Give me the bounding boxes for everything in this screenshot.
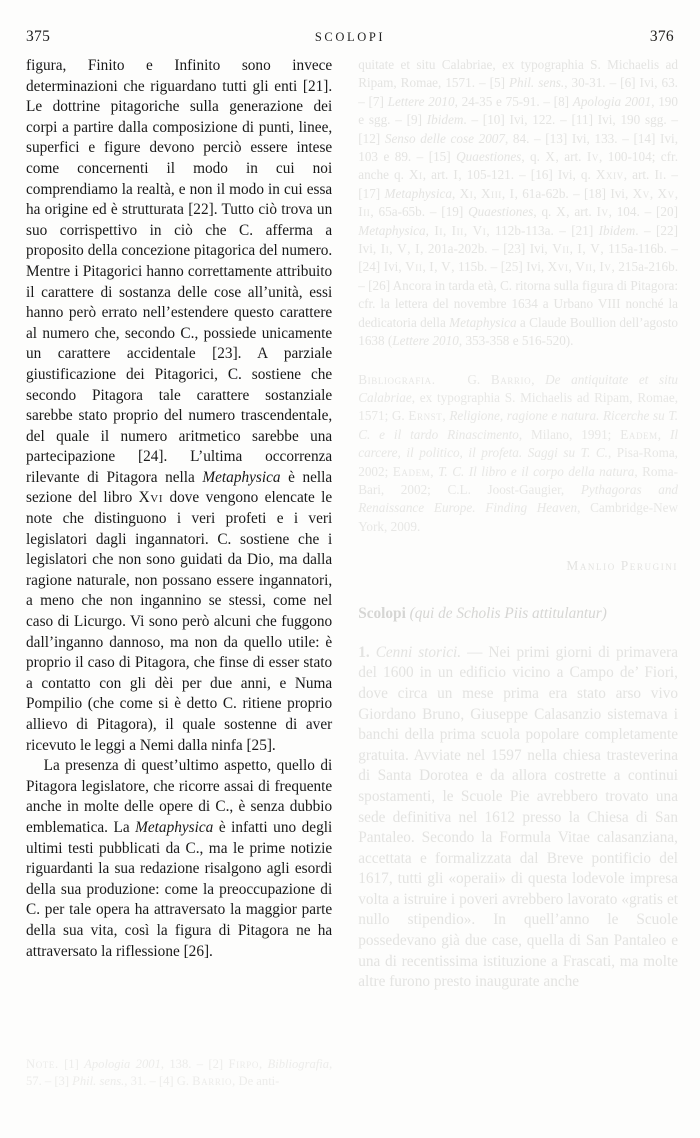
notes-text: [1] Apologia 2001, 138. – [2] Firpo, Bibliografia, 57. – [3] Phil. sens., 31. – [4] G. Barrio, De anti- [26, 1057, 333, 1089]
bibliography-text: G. Barrio, De antiquitate et situ Calabriae, ex typographia S. Michaelis ad Ripam, Romae, 1571; G. Ernst, Religione, ragione e natura. Ricerche su T. C. e il tardo Rinascimento, Milano, 1991; Eadem, Il carcere, il politico, il profeta. Saggi su T. C., Pisa-Roma, 2002; Eadem, T. C. Il libro e il corpo della natura, Roma-Bari, 2002; C.L. Joost-Gaugier, Pythagoras and Renaissance Europe. Finding Heaven, Cambridge-New York, 2009. [358, 371, 679, 534]
notes-label: Note. [26, 1057, 59, 1071]
folio-right: 376 [649, 28, 674, 45]
entry-subtitle: (qui de Scholis Piis attitulantur) [409, 605, 607, 623]
author-byline: Manlio Perugini [566, 558, 678, 574]
paragraph-text: figura, Finito e Infinito sono invece determinazioni che riguardano tutti gli enti [21]. Le dottrine pitagoriche sulla generazione dei corpi a partire dalla composizione di punti, linee, superfici e figure devono perciò essere intese come concernenti il modo in cui noi comprendiamo la realtà, e non il modo in cui essa ha origine ed è strutturata [22]. Tutto ciò trova un suo corrispettivo in ciò che C. afferma a proposito della concezione pitagorica del numero. Mentre i Pitagorici hanno correttamente attribuito il carattere di sostanza delle cose all’unità, essi hanno però errato nell’estendere questo carattere al numero che, secondo C., possiede unicamente un carattere accidentale [23]. A parziale giustificazione dei Pitagorici, C. sostiene che secondo Pitagora tale carattere sostanziale sarebbe stato proprio del numero trascendentale, del quale il numero aritmetico sarebbe una partecipazione [24]. L’ultima occorrenza rilevante di Pitagora nella Metaphysica è nella sezione del libro Xvi dove vengono elencate le note che distinguono i veri profeti e i veri legislatori dagli ingannatori. C. sostiene che i legislatori che non sono guidati da Dio, ma dalla ragione naturale, non possano essere ingannatori, a meno che non ingannino se stessi, come nel caso di Licurgo. Vi sono però alcuni che fuggono dall’inganno dannoso, ma non da quello utile: è proprio il caso di Pitagora, che finse di esser stato a contatto con gli dèi per due anni, e Numa Pompilio (che come si è detto C. ritiene proprio allievo di Pitagora), il quale sostenne di aver ricevuto le leggi a Nemi dalla ninfa [25]. [26, 57, 333, 754]
two-column-body [26, 56, 678, 1120]
bibliography-label: Bibliografia. [358, 371, 436, 387]
notes-continuation-text: quitate et situ Calabriae, ex typographia S. Michaelis ad Ripam, Romae, 1571. – [5] Phil. sens., 30-31. – [6] Ivi, 63. – [7] Lettere 2010, 24-35 e 75-91. – [8] Apologia 2001, 190 e sgg. – [9] Ibidem. – [10] Ivi, 122. – [11] Ivi, 190 sgg. – [12] Senso delle cose 2007, 84. – [13] Ivi, 133. – [14] Ivi, 103 e 89. – [15] Quaestiones, q. X, art. Iv, 100-104; cfr. anche q. Xi, art. I, 105-121. – [16] Ivi, q. Xxiv, art. Ii. – [17] Metaphysica, Xi, Xiii, I, 61a-62b. – [18] Ivi, Xv, Xv, Iii, 65a-65b. – [19] Quaestiones, q. X, art. Iv, 104. – [20] Metaphysica, Ii, Iii, Vi, 112b-113a. – [21] Ibidem. – [22] Ivi, Ii, V, I, 201a-202b. – [23] Ivi, Vii, I, V, 115a-116b. – [24] Ivi, Vii, I, V, 115b. – [25] Ivi, Xvi, Vii, Iv, 215a-216b. – [26] Ancora in tarda età, C. ritorna sulla figura di Pitagora: cfr. la lettera del novembre 1634 a Urbano VIII nonché la dedicatoria della Metaphysica a Claude Boullion dell’agosto 1638 (Lettere 2010, 353-358 e 516-520). [358, 57, 679, 349]
notes-block-right [358, 56, 678, 351]
entry-body [358, 643, 678, 993]
notes-block-left [26, 1056, 332, 1090]
entry-heading [358, 604, 678, 625]
column-left [26, 56, 332, 1120]
bibliography-block [358, 371, 678, 537]
column-right [358, 56, 678, 1120]
entry-lemma: Scolopi [358, 605, 406, 623]
paragraph [26, 756, 332, 962]
section-number: 1. [358, 643, 370, 661]
page-title: SCOLOPI [314, 30, 386, 44]
paragraph [26, 56, 332, 756]
paragraph-text: La presenza di quest’ultimo aspetto, quello di Pitagora legislatore, che ricorre assai di frequente anche in molte delle opere di C., è senza dubbio emblematica. La Metaphysica è infatti uno degli ultimi testi pubblicati da C., ma le prime notizie riguardanti la sua redazione risalgono agli esordi della sua produzione: come la preoccupazione di C. per tale opera ha attraversato la maggior parte della sua vita, così la figura di Pitagora ne ha attraversato la riflessione [26]. [26, 757, 333, 960]
running-head [26, 28, 674, 50]
entry-body-text: Nei primi giorni di primavera del 1600 in un edificio vicino a Campo de’ Fiori, dove circa un mese prima era stato arso vivo Giordano Bruno, Giuseppe Calasanzio sistemava i banchi della prima scuola popolare completamente gratuita. Avviate nel 1597 nella chiesa trasteverina di Santa Dorotea e da allora costrette a continui spostamenti, le Scuole Pie avrebbero trovato una sede definitiva nel 1612 presso la Chiesa di San Pantaleo. Secondo la Formula Vitae calasanziana, accettata e formalizzata dal Breve pontificio del 1617, tutti gli «operaii» di questa lodevole impresa volta a istruire i poveri avrebbero lavorato «gratis et nullo stipendio». In quell’anno le Scuole possedevano già due case, quella di San Pantaleo e una di recentissima istituzione a Frascati, ma molte altre furono presto inaugurate anche [358, 643, 678, 991]
section-title: Cenni storici. [375, 643, 462, 661]
folio-left: 375 [26, 28, 51, 45]
em-dash: — [467, 643, 483, 661]
